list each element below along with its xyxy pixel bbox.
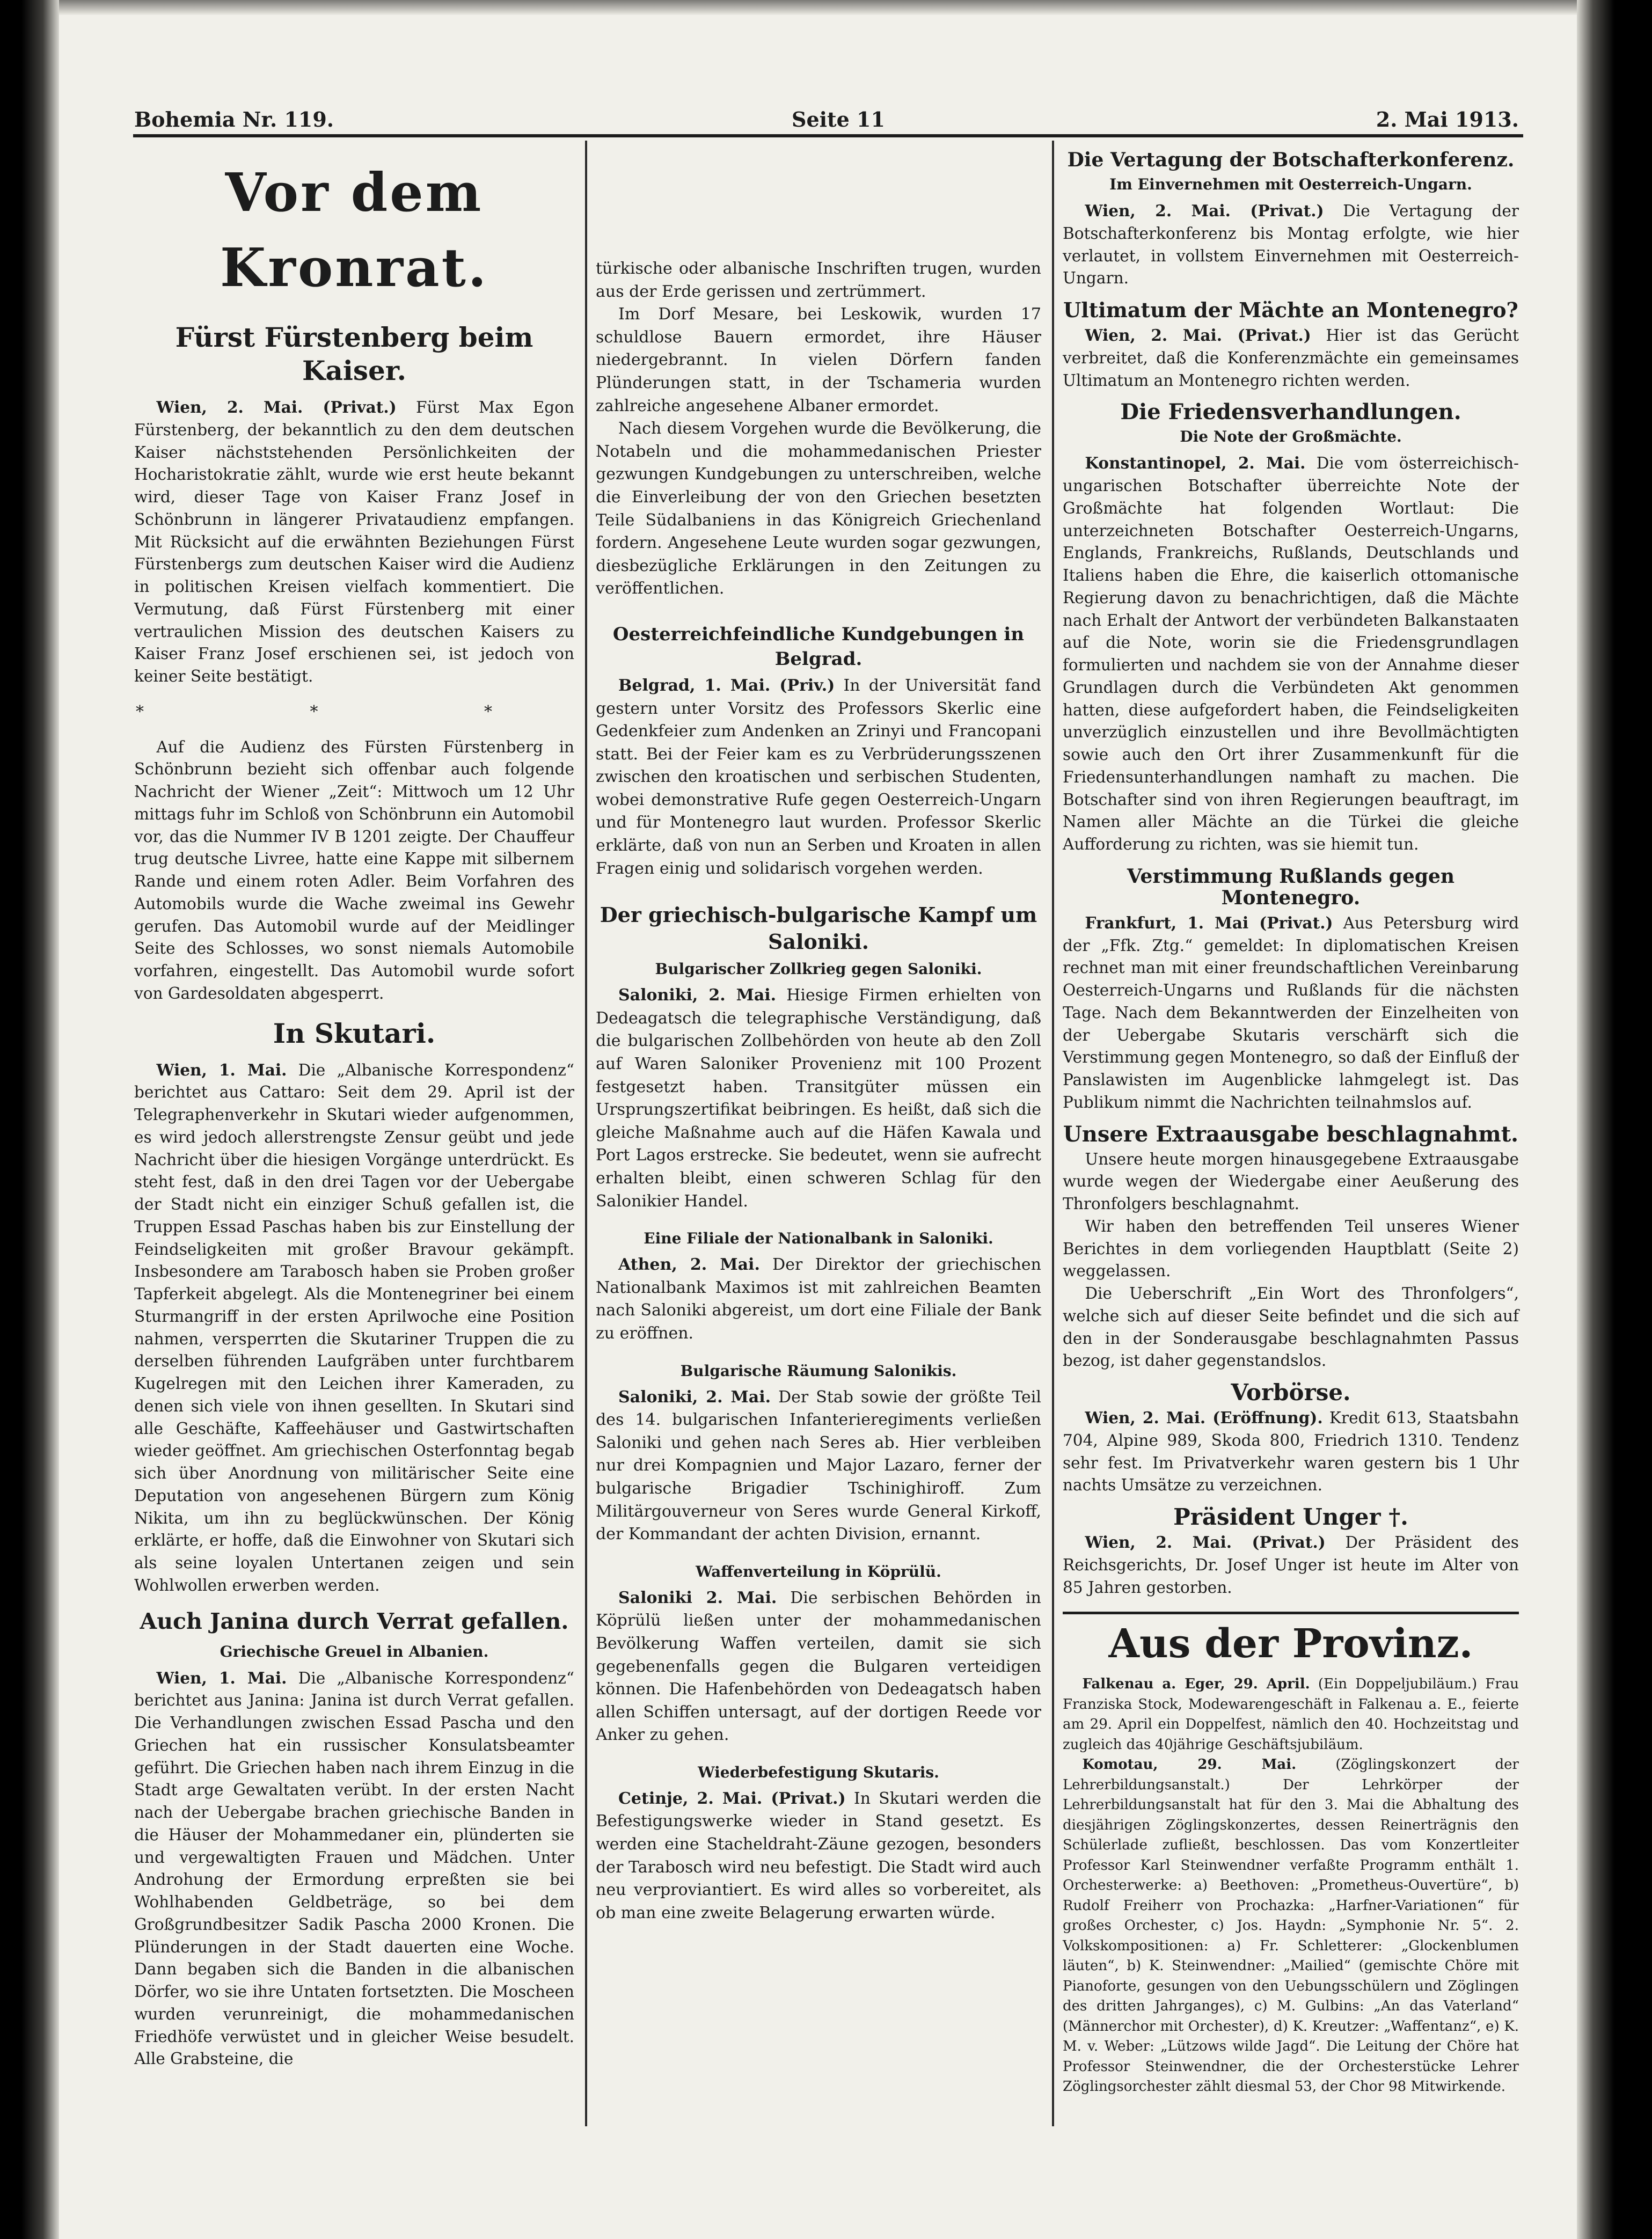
article-paragraph xyxy=(1063,1531,1519,1599)
article-paragraph xyxy=(596,1788,1041,1925)
dateline: Wien, 1. Mai. xyxy=(156,1668,287,1687)
article-text: Die „Albanische Korrespondenz“ berichtet aus Janina: Janina ist durch Verrat gefallen. Die Verhandlungen zwischen Essad Pascha und den Griechen hat ein russischer Konsulatsbeamter geführt. Die Griechen haben nach ihrem Einzug in die Stadt arge Gewaltaten verübt. In der ersten Nacht nach der Uebergabe brachen griechische Banden in die Häuser der Mohammedaner ein, plünderten sie und vergewaltigten Frauen und Mädchen. Unter Androhung der Ermordung erpreßten sie bei Wohlhabenden Geldbeträge, so bei dem Großgrundbesitzer Sadik Pascha 2000 Kronen. Die Plünderungen in der Stadt dauerten eine Woche. Dann begaben sich die Banden in die albanischen Dörfer, wo sie ihre Untaten fortsetzten. Die Moscheen wurden verunreinigt, die mohammedanischen Friedhöfe verwüstet und in gleicher Weise besudelt. Alle Grabsteine, die xyxy=(134,1669,574,2068)
article-subheading: Die Note der Großmächte. xyxy=(1180,428,1402,446)
article-text: (Zöglingskonzert der Lehrerbildungsanstalt.) Der Lehrkörper der Lehrerbildungsanstalt hat für den 3. Mai die Abhaltung des diesjährigen Zöglingskonzertes, dessen Reinerträgnis den Schülerlade zufließt, beschlossen. Das vom Konzertleiter Professor Karl Steinwendner verfaßte Programm enthält 1. Orchesterwerke: a) Beethoven: „Prometheus-Ouvertüre“, b) Rudolf Freiherr von Prochazka: „Harfner-Variationen“ für großes Orchester, c) Jos. Haydn: „Symphonie Nr. 5“. 2. Volkskompositionen: a) Fr. Schletterer: „Glockenblumen läuten“, b) K. Steinwendner: „Mailied“ (gemischte Chöre mit Pianoforte, gesungen von den Uebungsschülern und Zöglingen des dritten Jahrganges), c) M. Gulbins: „An das Vaterland“ (Männerchor mit Orchester), d) K. Kreutzer: „Waffentanz“, e) K. M. v. Weber: „Lützows wilde Jagd“. Die Leitung der Chöre hat Professor Steinwendner, die der Orchesterstücke Lehrer Zöglingsorchester zählt diesmal 53, der Chor 98 Mitwirkende. xyxy=(1063,1757,1519,2095)
article-paragraph: Die Ueberschrift „Ein Wort des Thronfolgers“, welche sich auf dieser Seite befindet und die sich auf den in der Sonderausgabe beschlagnahmten Passus bezog, ist daher gegenstandslos. xyxy=(1063,1284,1519,1370)
article-heading: Auch Janina durch Verrat gefallen. xyxy=(140,1608,569,1634)
dateline: Konstantinopel, 2. Mai. xyxy=(1085,453,1306,473)
section-divider: * * * xyxy=(135,702,573,721)
article-paragraph: Im Dorf Mesare, bei Leskowik, wurden 17 schuldlose Bauern ermordet, ihre Häuser niedergebrannt. In vielen Dörfern fanden Plünderungen statt, in der Tschameria wurden zahlreiche angesehene Albaner ermordet. xyxy=(596,305,1041,415)
article-text: Die Vertagung der Botschafterkonferenz bis Montag erfolgte, wie hier verlautet, in vollstem Einvernehmen mit Oesterreich-Ungarn. xyxy=(1063,202,1519,288)
article-heading: Die Vertagung der Botschafterkonferenz. xyxy=(1067,149,1515,171)
article-heading: Fürst Fürstenberg beim Kaiser. xyxy=(175,321,533,386)
article-paragraph xyxy=(1063,452,1519,856)
article-heading: Vorbörse. xyxy=(1231,1379,1351,1406)
article-text: In der Universität fand gestern unter Vorsitz des Professors Skerlic eine Gedenkfeier zum Andenken an Zrinyi und Francopani statt. Bei der Feier kam es zu Verbrüderungsszenen zwischen den kroatischen und serbischen Studenten, wobei demonstrative Rufe gegen Oesterreich-Ungarn und für Montenegro laut wurden. Professor Skerlic erklärte, daß von nun an Serben und Kroaten in allen Fragen einig und solidarisch vorgehen werden. xyxy=(596,676,1041,878)
article-paragraph: türkische oder albanische Inschriften trugen, wurden aus der Erde gerissen und zertrümmert. xyxy=(596,259,1041,301)
page-title: Vor dem Kronrat. xyxy=(220,162,488,299)
article-text: Der Präsident des Reichsgerichts, Dr. Josef Unger ist heute im Alter von 85 Jahren gestorben. xyxy=(1063,1533,1519,1597)
dateline: Frankfurt, 1. Mai (Privat.) xyxy=(1085,913,1333,932)
article-paragraph xyxy=(134,1667,574,2071)
article-subheading: Griechische Greuel in Albanien. xyxy=(220,1642,489,1660)
article-heading: Unsere Extraausgabe beschlagnahmt. xyxy=(1063,1121,1519,1147)
dateline: Falkenau a. Eger, 29. April. xyxy=(1082,1676,1310,1693)
dateline: Wien, 2. Mai. (Privat.) xyxy=(1085,1533,1326,1552)
article-paragraph xyxy=(596,1254,1041,1345)
article-text: Fürst Max Egon Fürstenberg, der bekanntlich zu den dem deutschen Kaiser nächststehenden Persönlichkeiten der Hocharistokratie zählt, wurde wie erst heute bekannt wird, dieser Tage von Kaiser Franz Josef in Schönbrunn in längerer Privataudienz empfangen. Mit Rücksicht auf die erwähnten Beziehungen Fürst Fürstenbergs zum deutschen Kaiser wird die Audienz in politischen Kreisen vielfach kommentiert. Die Vermutung, daß Fürst Fürstenberg mit einer vertraulichen Mission des deutschen Kaisers zu Kaiser Franz Josef erschienen sei, ist jedoch von keiner Seite bestätigt. xyxy=(134,398,574,685)
dateline: Athen, 2. Mai. xyxy=(618,1255,760,1275)
dateline: Saloniki, 2. Mai. xyxy=(618,986,777,1005)
article-paragraph: Nach diesem Vorgehen wurde die Bevölkerung, die Notabeln und die mohammedanischen Priester gezwungen Kundgebungen zu unterschreiben, welche die Einverleibung der von den Griechen besetzten Teile Südalbaniens in das Königreich Griechenland fordern. Angesehene Leute wurden sogar gezwungen, diesbezügliche Erklärungen in den Zeitungen zu veröffentlichen. xyxy=(596,419,1041,598)
article-paragraph xyxy=(134,1059,574,1597)
article-paragraph xyxy=(1063,912,1519,1114)
header-date: 2. Mai 1913. xyxy=(1376,107,1519,131)
section-heading: Aus der Provinz. xyxy=(1063,1612,1519,1670)
column-rule-1 xyxy=(585,141,587,2126)
article-subheading: Wiederbefestigung Skutaris. xyxy=(698,1763,939,1781)
article-paragraph xyxy=(134,396,574,688)
header-issue: Bohemia Nr. 119. xyxy=(134,107,334,131)
scan-right-edge xyxy=(1577,0,1652,2239)
article-subheading: Bulgarische Räumung Salonikis. xyxy=(680,1362,957,1380)
header-page-number: Seite 11 xyxy=(792,107,885,131)
article-paragraph xyxy=(1063,1755,1519,2097)
article-paragraph xyxy=(1063,324,1519,392)
scan-top-edge xyxy=(0,0,1652,15)
article-paragraph xyxy=(596,1386,1041,1546)
article-paragraph xyxy=(1063,1407,1519,1497)
article-heading: Ultimatum der Mächte an Montenegro? xyxy=(1063,298,1518,322)
dateline: Saloniki 2. Mai. xyxy=(618,1588,777,1607)
article-paragraph xyxy=(596,984,1041,1213)
dateline: Belgrad, 1. Mai. (Priv.) xyxy=(618,676,835,695)
provincial-news xyxy=(1063,1674,1519,2097)
article-paragraph: Wir haben den betreffenden Teil unseres Wiener Berichtes in dem vorliegenden Hauptblatt (Seite 2) weggelassen. xyxy=(1063,1217,1519,1281)
article-text: Hier ist das Gerücht verbreitet, daß die Konferenzmächte ein gemeinsames Ultimatum an Montenegro richten werden. xyxy=(1063,326,1519,390)
article-text: Kredit 613, Staatsbahn 704, Alpine 989, Skoda 800, Friedrich 1310. Tendenz sehr fest. Im Privatverkehr waren gestern bis 1 Uhr nachts Umsätze zu verzeichnen. xyxy=(1063,1409,1519,1495)
article-text: In Skutari werden die Befestigungswerke wieder in Stand gesetzt. Es werden eine Stacheldraht-Zäune gezogen, besonders der Tarabosch wird neu befestigt. Die Stadt wird auch neu verproviantiert. Es wird alles so vorbereitet, als ob man eine zweite Belagerung erwarten würde. xyxy=(596,1789,1041,1922)
article-paragraph xyxy=(596,1587,1041,1747)
article-text: Hiesige Firmen erhielten von Dedeagatsch die telegraphische Verständigung, daß die bulgarischen Zollbehörden von heute ab den Zoll auf Waren Saloniker Provenienz mit 100 Prozent festgesetzt haben. Transitgüter müssen ein Ursprungszertifikat beibringen. Es heißt, daß sich die gleiche Maßnahme auch auf die Häfen Kawala und Port Lagos erstrecke. Sie bedeutet, wenn sie aufrecht erhalten bleibt, einen schweren Schlag für den Salonikier Handel. xyxy=(596,986,1041,1211)
article-paragraph xyxy=(1063,200,1519,290)
article-paragraph xyxy=(596,675,1041,880)
article-heading: Die Friedensverhandlungen. xyxy=(1120,399,1461,425)
article-paragraph xyxy=(1063,1674,1519,1755)
article-text: Die vom österreichisch-ungarischen Botschafter überreichte Note der Großmächte hat folgenden Wortlaut: Die unterzeichneten Botschafter Oesterreich-Ungarns, Englands, Frankreichs, Rußlands, Deutschlands und Italiens haben die Ehre, die kaiserlich ottomanische Regierung davon zu benachrichtigen, daß die Mächte nach Erhalt der Antwort der verbündeten Balkanstaaten auf die Note, worin sie die Friedensgrundlagen formulierten und nachdem sie von der Annahme dieser Grundlagen durch die Verbündeten Akt genommen hatten, diese aufgefordert haben, die Feindseligkeiten unverzüglich einzustellen und ihre Bevollmächtigten sowie auch den Ort ihrer Zusammenkunft für die Friedensunterhandlungen namhaft zu machen. Die Botschafter sind von ihren Regierungen beauftragt, im Namen aller Mächte an die Türkei die gleiche Aufforderung zu richten, was sie hiemit tun. xyxy=(1063,454,1519,853)
column-rule-2 xyxy=(1052,141,1054,2126)
dateline: Saloniki, 2. Mai. xyxy=(618,1387,771,1407)
dateline: Cetinje, 2. Mai. (Privat.) xyxy=(618,1789,846,1808)
dateline: Wien, 2. Mai. (Eröffnung). xyxy=(1085,1408,1323,1427)
dateline: Komotau, 29. Mai. xyxy=(1082,1757,1297,1773)
article-heading: Der griechisch-bulgarische Kampf um Saloniki. xyxy=(600,903,1037,954)
dateline: Wien, 2. Mai. (Privat.) xyxy=(1085,201,1324,220)
article-text: Aus Petersburg wird der „Ffk. Ztg.“ gemeldet: In diplomatischen Kreisen rechnet man mit einer freundschaftlichen Vereinbarung Oesterreich-Ungarns und Rußlands für die nächsten Tage. Nach dem Bekanntwerden der Einzelheiten von der Uebergabe Skutaris verschärft sich die Verstimmung gegen Montenegro, so daß der Einfluß der Panslawisten im Augenblicke lahmgelegt ist. Das Publikum nimmt die Nachrichten teilnahmslos auf. xyxy=(1063,913,1519,1111)
header-rule xyxy=(133,134,1523,137)
article-subheading: Waffenverteilung in Köprülü. xyxy=(696,1562,941,1581)
article-subheading: Im Einvernehmen mit Oesterreich-Ungarn. xyxy=(1109,175,1472,193)
column-3 xyxy=(1063,145,1519,2097)
article-paragraph: Auf die Audienz des Fürsten Fürstenberg in Schönbrunn bezieht sich offenbar auch folgende Nachricht der Wiener „Zeit“: Mittwoch um 12 Uhr mittags fuhr im Schloß von Schönbrunn ein Automobil vor, das die Nummer IV B 1201 zeigte. Der Chauffeur trug deutsche Livree, hatte eine Kappe mit silbernem Rande und einem roten Adler. Beim Vorfahren des Automobils wurde die Wache zweimal ins Gewehr gerufen. Das Automobil wurde auf der Meidlinger Seite des Schlosses, wo sonst niemals Automobile vorfahren, eingestellt. Das Automobil wurde sofort von Gardesoldaten abgesperrt. xyxy=(134,737,574,1003)
article-paragraph: Unsere heute morgen hinausgegebene Extraausgabe wurde wegen der Wiedergabe einer Aeußerung des Thronfolgers beschlagnahmt. xyxy=(1063,1150,1519,1213)
article-subheading: Eine Filiale der Nationalbank in Saloniki. xyxy=(644,1230,993,1248)
dateline: Wien, 1. Mai. xyxy=(156,1060,287,1079)
article-heading: Präsident Unger †. xyxy=(1173,1504,1408,1530)
article-heading: Oesterreichfeindliche Kundgebungen in Belgrad. xyxy=(612,623,1025,670)
article-subheading: Bulgarischer Zollkrieg gegen Saloniki. xyxy=(655,960,982,978)
article-text: (Ein Doppeljubiläum.) Frau Franziska Stock, Modewarengeschäft in Falkenau a. E., feierte am 29. April ein Doppelfest, nämlich den 40. Hochzeitstag und zugleich das 40jährige Geschäftsjubiläum. xyxy=(1063,1676,1519,1753)
article-text: Die „Albanische Korrespondenz“ berichtet aus Cattaro: Seit dem 29. April ist der Telegraphenverkehr in Skutari wieder aufgenommen, es wird jedoch allerstrengste Zensur geübt und jede Nachricht über die hiesigen Vorgänge unterdrückt. Es steht fest, daß in den drei Tagen vor der Uebergabe der Stadt nicht ein einziger Schuß gefallen ist, die Truppen Essad Paschas haben bis zur Einstellung der Feindseligkeiten mit großer Bravour gekämpft. Insbesondere am Tarabosch haben sie Proben großer Tapferkeit abgelegt. Als die Montenegriner bei einem Sturmangriff in der ersten Aprilwoche eine Position nahmen, versperrten die Skutariner Truppen die zu derselben führenden Laufgräben unter furchtbarem Kugelregen mit den Leichen ihrer Kameraden, zu denen sich viele von ihnen gesellten. In Skutari sind alle Geschäfte, Kaffeehäuser und Gastwirtschaften wieder geöffnet. Am griechischen Osterfonntag begab sich über Anordnung von militärischer Seite eine Deputation von angesehenen Bürgern zum König Nikita, um ihn zu beglückwünschen. Der König erklärte, er hoffe, daß die Einwohner von Skutari sich als seine loyalen Untertanen zeigen und sein Wohlwollen erwerben werden. xyxy=(134,1060,574,1594)
article-text: Die serbischen Behörden in Köprülü ließen unter der mohammedanischen Bevölkerung Waffen verteilen, damit sie sich gegebenenfalls gegen die Bulgaren verteidigen können. Die Hafenbehörden von Dedeagatsch haben allen Schiffen untersagt, auf der dortigen Reede vor Anker zu gehen. xyxy=(596,1588,1041,1745)
column-2 xyxy=(596,258,1041,1925)
article-text: Der Stab sowie der größte Teil des 14. bulgarischen Infanterieregiments verließen Saloniki und gehen nach Seres ab. Hier verbleiben nur drei Kompagnien und Major Lazaro, ferner der bulgarische Brigadier Tschinighiroff. Zum Militärgouverneur von Seres wurde General Kirkoff, der Kommandant der achten Division, ernannt. xyxy=(596,1387,1041,1544)
column-1 xyxy=(134,145,574,2070)
running-header xyxy=(134,107,1519,134)
article-text: Der Direktor der griechischen Nationalbank Maximos ist mit zahlreichen Beamten nach Saloniki abgereist, um dort eine Filiale der Bank zu eröffnen. xyxy=(596,1255,1041,1343)
dateline: Wien, 2. Mai. (Privat.) xyxy=(156,398,397,416)
scan-left-edge xyxy=(0,0,59,2239)
dateline: Wien, 2. Mai. (Privat.) xyxy=(1085,326,1311,345)
article-heading: Verstimmung Rußlands gegen Montenegro. xyxy=(1127,865,1455,909)
article-heading: In Skutari. xyxy=(273,1017,436,1049)
